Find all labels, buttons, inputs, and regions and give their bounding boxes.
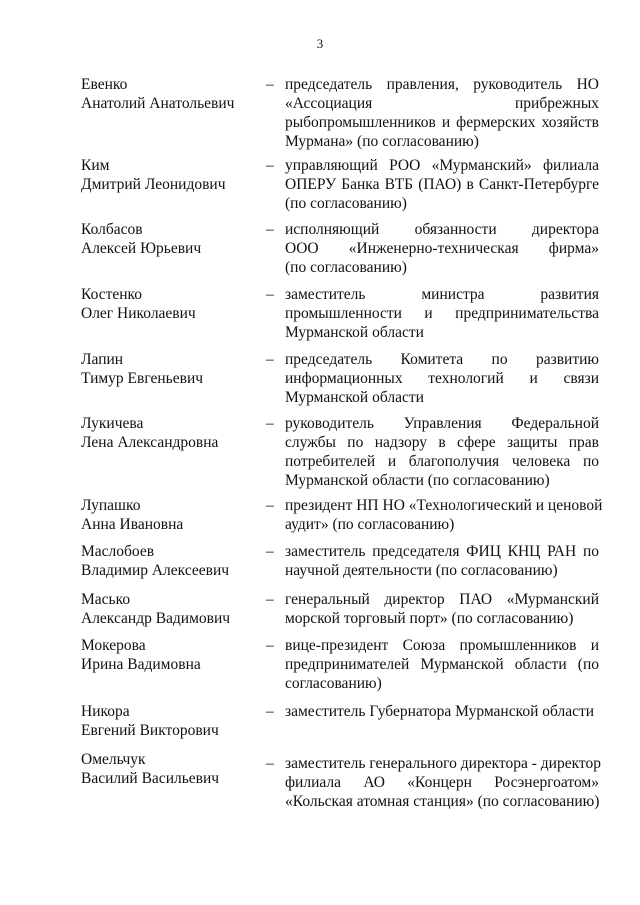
member-role [285,285,599,342]
role-line: председатель Комитета по развитию [285,351,599,368]
entry-dash: – [266,703,274,720]
member-surname: Мокерова [81,637,146,654]
member-surname: Лупашко [81,497,141,514]
page-number: 3 [316,36,324,51]
entry-dash: – [266,543,274,560]
member-name [81,414,271,452]
role-line: заместитель генерального директора - директор [285,755,601,772]
member-name [81,156,271,194]
role-line: (по согласованию) [285,195,407,212]
role-line: предпринимателей Мурманской области (по [285,656,599,673]
entry-dash: – [266,637,274,654]
role-line: службы по надзору в сфере защиты прав [285,434,599,451]
role-line: «Кольская атомная станция» (по согласованию) [285,793,600,810]
entry-dash: – [266,221,274,238]
role-line: председатель правления, руководитель НО [285,76,599,93]
role-line: рыбопромышленников и фермерских хозяйств [285,114,599,131]
entry-dash: – [266,415,274,432]
member-name [81,75,271,113]
member-surname: Ким [81,157,110,174]
role-line: морской торговый порт» (по согласованию) [285,610,574,627]
member-given-name: Олег Николаевич [81,305,196,322]
entry-dash: – [266,76,274,93]
member-surname: Лапин [81,351,124,368]
role-line: (по согласованию) [285,259,407,276]
role-line: ООО «Инженерно-техническая фирма» [285,240,599,257]
member-name [81,220,271,258]
member-name [81,285,271,323]
role-line: Мурмана» (по согласованию) [285,133,479,150]
role-line: филиала АО «Концерн Росэнергоатом» [285,774,599,791]
member-role [285,220,599,277]
member-role [285,754,599,811]
member-surname: Костенко [81,286,143,303]
member-role [285,496,603,534]
entry-dash: – [266,591,274,608]
role-line: заместитель Губернатора Мурманской области [285,703,595,720]
role-line: руководитель Управления Федеральной [285,415,599,432]
entry-dash: – [266,157,274,174]
role-line: «Ассоциация прибрежных [285,95,599,112]
member-name [81,590,271,628]
member-surname: Колбасов [81,221,143,238]
member-surname: Маслобоев [81,543,155,560]
role-line: информационных технологий и связи [285,370,599,387]
member-surname: Омельчук [81,751,146,768]
role-line: ОПЕРУ Банка ВТБ (ПАО) в Санкт-Петербурге [285,176,599,193]
member-given-name: Дмитрий Леонидович [81,176,226,193]
member-surname: Никора [81,703,130,720]
entry-dash: – [266,351,274,368]
role-line: научной деятельности (по согласованию) [285,562,558,579]
member-surname: Евенко [81,76,128,93]
role-line: заместитель министра развития [285,286,599,303]
member-role [285,414,599,490]
role-line: генеральный директор ПАО «Мурманский [285,591,599,608]
member-surname: Масько [81,591,131,608]
member-given-name: Тимур Евгеньевич [81,370,204,387]
role-line: согласованию) [285,675,382,692]
member-role [285,75,599,151]
entry-dash: – [266,755,274,772]
member-role [285,350,599,407]
role-line: исполняющий обязанности директора [285,221,599,238]
role-line: потребителей и благополучия человека по [285,453,599,470]
entry-dash: – [266,497,274,514]
member-role [285,542,599,580]
member-role [285,702,599,721]
member-given-name: Владимир Алексеевич [81,562,230,579]
role-line: Мурманской области [285,324,424,341]
member-given-name: Анатолий Анатольевич [81,95,235,112]
member-role [285,590,599,628]
role-line: президент НП НО «Технологический и ценовой [285,497,603,514]
member-given-name: Евгений Викторович [81,722,219,739]
member-role [285,636,599,693]
role-line: Мурманской области [285,389,424,406]
role-line: промышленности и предпринимательства [285,305,599,322]
member-name [81,750,271,788]
member-name [81,636,271,674]
member-given-name: Лена Александровна [81,434,219,451]
role-line: Мурманской области (по согласованию) [285,472,550,489]
member-surname: Лукичева [81,415,144,432]
member-given-name: Анна Ивановна [81,516,184,533]
role-line: заместитель председателя ФИЦ КНЦ РАН по [285,543,599,560]
member-given-name: Александр Вадимович [81,610,231,627]
member-name [81,702,271,740]
member-given-name: Василий Васильевич [81,770,220,787]
member-name [81,350,271,388]
member-role [285,156,599,213]
member-name [81,542,271,580]
role-line: управляющий РОО «Мурманский» филиала [285,157,599,174]
member-name [81,496,271,534]
entry-dash: – [266,286,274,303]
role-line: вице-президент Союза промышленников и [285,637,599,654]
member-given-name: Ирина Вадимовна [81,656,201,673]
role-line: аудит» (по согласованию) [285,516,455,533]
member-given-name: Алексей Юрьевич [81,240,202,257]
